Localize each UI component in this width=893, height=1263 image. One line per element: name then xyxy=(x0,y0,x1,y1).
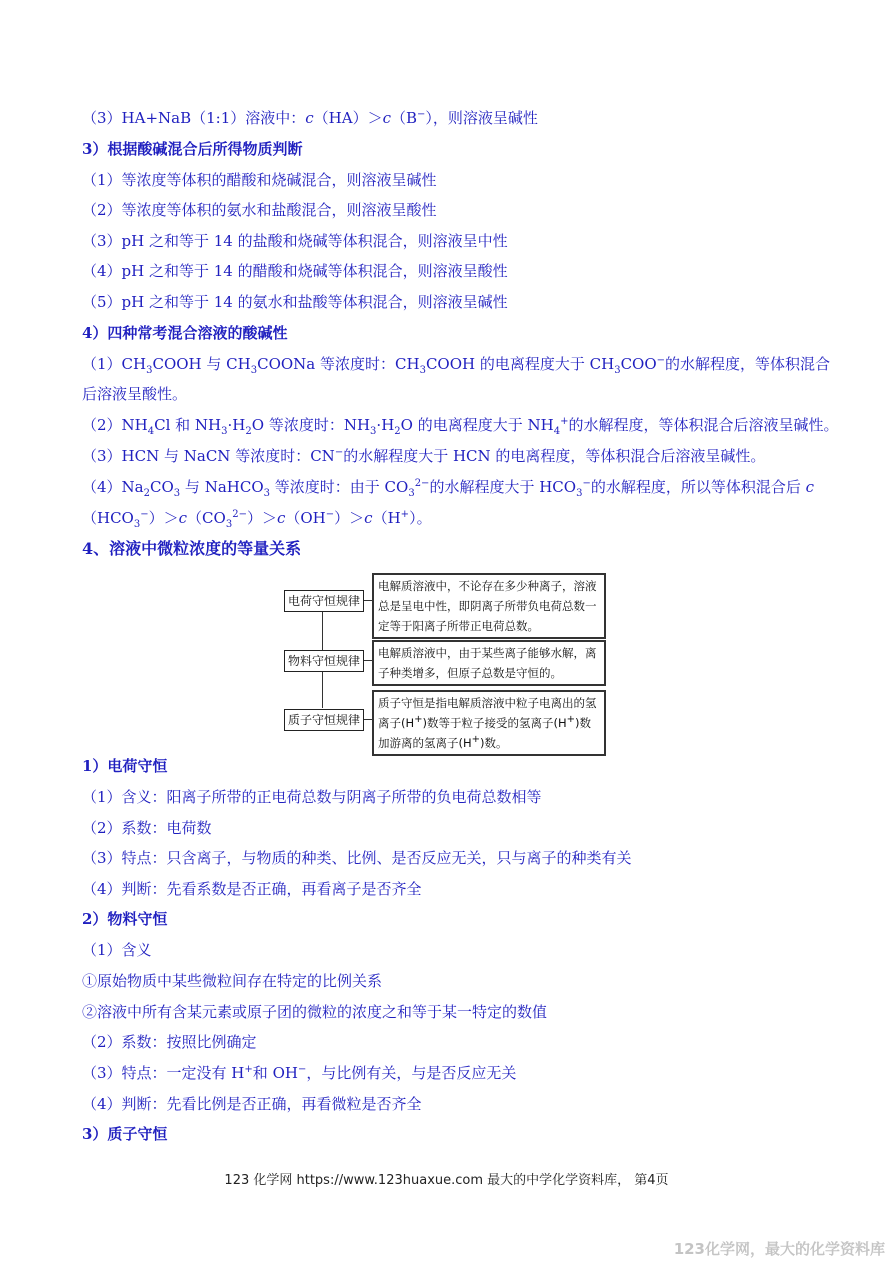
list-item-hcn: （3）HCN 与 NaCN 等浓度时：CN−的水解程度大于 HCN 的电离程度，等体积混合后溶液呈碱性。 xyxy=(82,447,766,465)
diagram-label-charge: 电荷守恒规律 xyxy=(284,590,364,612)
list-item: （2）系数：按照比例确定 xyxy=(82,1033,257,1051)
diagram-label-proton: 质子守恒规律 xyxy=(284,709,364,731)
list-item: （2）等浓度等体积的氨水和盐酸混合，则溶液呈酸性 xyxy=(82,201,437,219)
section-title-material: 2）物料守恒 xyxy=(82,910,168,928)
list-item-continuation: 后溶液呈酸性。 xyxy=(82,385,188,403)
list-item-na2co3: $(4)Na_2CO_3$ 与 NaHCO$_3$ 等浓度时：由于 $CO_3^{2-}$的水解程度大于 $HCO_3^-$的水解程度，所以等体积混合后 c xyxy=(82,478,815,499)
diagram-box-proton: 质子守恒是指电解质溶液中粒子电离出的氢离子(H+)数等于粒子接受的氢离子(H+)数加游离的氢离子(H+)数。 xyxy=(372,690,606,756)
heading-equal-relations: 4、溶液中微粒浓度的等量关系 xyxy=(82,539,302,558)
list-item: ①原始物质中某些微粒间存在特定的比例关系 xyxy=(82,972,383,990)
list-item-continuation: $(HCO_3^-)>c(CO_3^{2-})>c(OH^-)>c(H^+)$。 xyxy=(82,509,432,530)
list-item: （3）特点：一定没有 H+和 OH−，与比例有关，与是否反应无关 xyxy=(82,1064,517,1082)
list-item: （4）判断：先看比例是否正确，再看微粒是否齐全 xyxy=(82,1095,422,1113)
section-title-four-mixtures: 4）四种常考混合溶液的酸碱性 xyxy=(82,324,288,342)
list-item: （1）含义：阳离子所带的正电荷总数与阴离子所带的负电荷总数相等 xyxy=(82,788,542,806)
section-title-acid-base-mix: 3）根据酸碱混合后所得物质判断 xyxy=(82,140,303,158)
list-item: （2）系数：电荷数 xyxy=(82,819,212,837)
diagram-box-charge: 电解质溶液中，不论存在多少种离子，溶液总是呈电中性，即阴离子所带负电荷总数一定等于阳离子所带正电荷总数。 xyxy=(372,573,606,639)
watermark: 123化学网，最大的化学资料库 xyxy=(673,1240,885,1258)
list-item: ②溶液中所有含某元素或原子团的微粒的浓度之和等于某一特定的数值 xyxy=(82,1003,548,1021)
list-item: （1）含义 xyxy=(82,941,152,959)
list-item: （5）pH 之和等于 14 的氨水和盐酸等体积混合，则溶液呈碱性 xyxy=(82,293,508,311)
diagram-box-material: 电解质溶液中，由于某些离子能够水解，离子种类增多，但原子总数是守恒的。 xyxy=(372,640,606,686)
diagram-label-material: 物料守恒规律 xyxy=(284,650,364,672)
list-item: （3）pH 之和等于 14 的盐酸和烧碱等体积混合，则溶液呈中性 xyxy=(82,232,508,250)
section-title-proton: 3）质子守恒 xyxy=(82,1125,168,1143)
list-item: （1）等浓度等体积的醋酸和烧碱混合，则溶液呈碱性 xyxy=(82,171,437,189)
text-line-ha-nab: （3）HA+NaB（1:1）溶液中：c（HA）＞c（B−），则溶液呈碱性 xyxy=(82,109,538,127)
list-item: （4）判断：先看系数是否正确，再看离子是否齐全 xyxy=(82,880,422,898)
page-footer: 123 化学网 https://www.123huaxue.com 最大的中学化学资料库， 第4页 xyxy=(224,1173,669,1188)
list-item: （4）pH 之和等于 14 的醋酸和烧碱等体积混合，则溶液呈酸性 xyxy=(82,262,508,280)
list-item-nh4cl: $(2)NH_4Cl$ 和 $NH_3\cdot H_2O$ 等浓度时：$NH_3\cdot H_2O$ 的电离程度大于 $NH_4^+$的水解程度，等体积混合后溶液呈碱性。 xyxy=(82,416,839,437)
list-item-ch3cooh: $(1)CH_3COOH$ 与 $CH_3COONa$ 等浓度时：$CH_3COOH$ 的电离程度大于 $CH_3COO^-$的水解程度，等体积混合 xyxy=(82,355,831,376)
section-title-charge: 1）电荷守恒 xyxy=(82,757,168,775)
list-item: （3）特点：只含离子，与物质的种类、比例、是否反应无关，只与离子的种类有关 xyxy=(82,849,632,867)
